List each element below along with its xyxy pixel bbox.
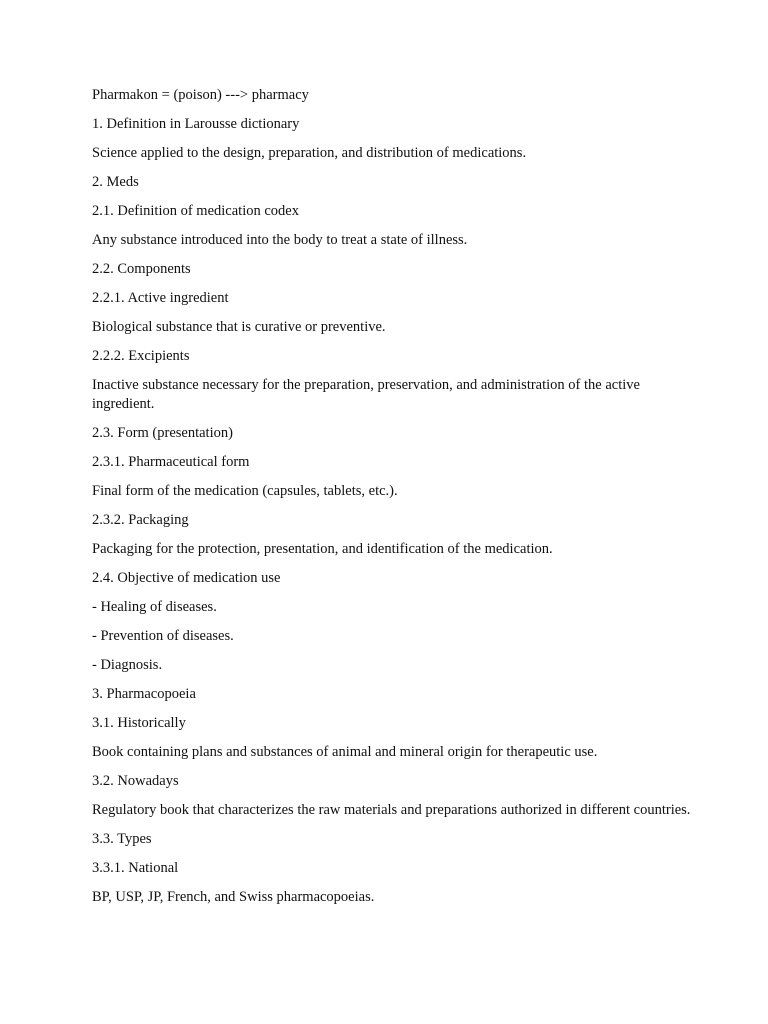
subsubsection-heading: 2.3.2. Packaging [92,512,189,528]
paragraph: Science applied to the design, preparation, and distribution of medications. [92,145,527,161]
subsection-heading: 2.2. Components [92,261,191,277]
paragraph: BP, USP, JP, French, and Swiss pharmacopoeias. [92,889,375,905]
section-heading: 2. Meds [92,174,139,190]
paragraph: Any substance introduced into the body to treat a state of illness. [92,232,468,248]
paragraph: Regulatory book that characterizes the raw materials and preparations authorized in different countries. [92,802,691,818]
section-heading: 3. Pharmacopoeia [92,686,196,702]
subsection-heading: 3.1. Historically [92,715,186,731]
subsubsection-heading: 2.3.1. Pharmaceutical form [92,454,250,470]
subsubsection-heading: 2.2.2. Excipients [92,348,190,364]
subsection-heading: 2.1. Definition of medication codex [92,203,299,219]
intro-line: Pharmakon = (poison) ---> pharmacy [92,87,309,103]
section-heading: 1. Definition in Larousse dictionary [92,116,300,132]
subsection-heading: 2.3. Form (presentation) [92,425,233,441]
subsubsection-heading: 2.2.1. Active ingredient [92,290,229,306]
list-item: - Healing of diseases. [92,599,217,615]
paragraph: Final form of the medication (capsules, tablets, etc.). [92,483,398,499]
subsection-heading: 3.2. Nowadays [92,773,179,789]
document-body [92,86,692,917]
subsection-heading: 2.4. Objective of medication use [92,570,281,586]
paragraph: Inactive substance necessary for the preparation, preservation, and administration of the active ingredient. [92,377,640,412]
subsubsection-heading: 3.3.1. National [92,860,179,876]
list-item: - Diagnosis. [92,657,163,673]
paragraph: Biological substance that is curative or preventive. [92,319,386,335]
paragraph: Packaging for the protection, presentation, and identification of the medication. [92,541,553,557]
paragraph: Book containing plans and substances of animal and mineral origin for therapeutic use. [92,744,598,760]
subsection-heading: 3.3. Types [92,831,152,847]
list-item: - Prevention of diseases. [92,628,234,644]
